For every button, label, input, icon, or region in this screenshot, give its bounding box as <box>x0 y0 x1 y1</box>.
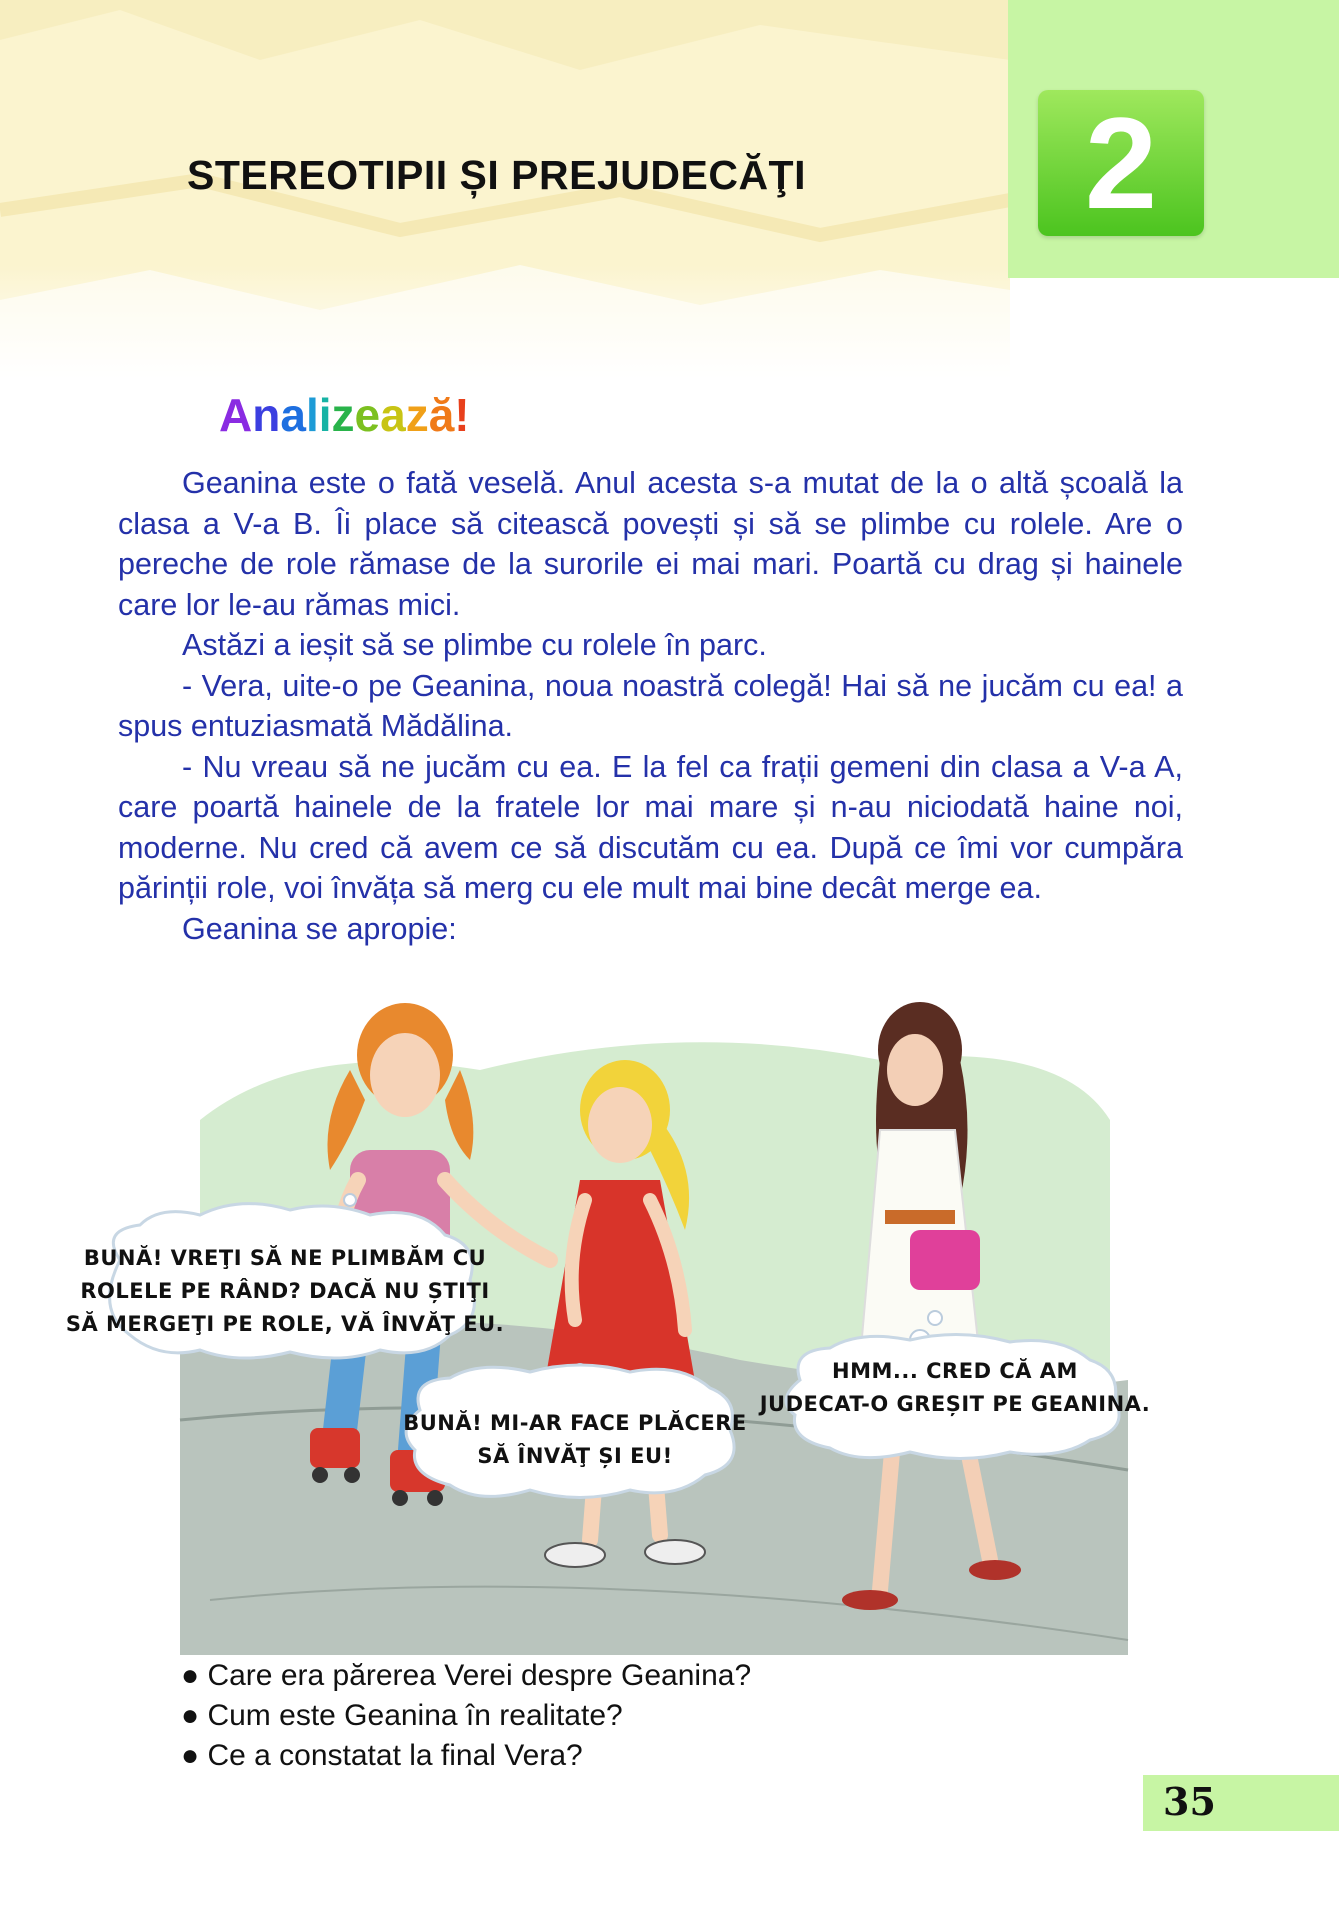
section-heading-letter: a <box>280 389 306 441</box>
question-item: ● Ce a constatat la final Vera? <box>181 1739 583 1772</box>
section-heading-letter: A <box>219 389 253 441</box>
page-number: 35 <box>1163 1779 1216 1824</box>
section-heading-letter: z <box>331 389 355 441</box>
story-paragraph: - Nu vreau să ne jucăm cu ea. E la fel ca frații gemeni din clasa a V-a A, care poartă hainele de la fratele lor mai mare și n-au niciodată haine noi, moderne. Nu cred că avem ce să discutăm cu ea. După ce îmi vor cumpăra părinții role, voi învăța să merg cu ele mult mai bine decât merge ea. <box>118 749 1183 905</box>
section-heading-letter: e <box>354 389 381 441</box>
story-paragraph: - Vera, uite-o pe Geanina, noua noastră colegă! Hai să ne jucăm cu ea! a spus entuziasmată Mădălina. <box>118 668 1183 743</box>
story-paragraph: Astăzi a ieșit să se plimbe cu rolele în parc. <box>182 628 767 662</box>
question-item: ● Care era părerea Verei despre Geanina? <box>181 1659 752 1692</box>
bubble-geanina-line-1: BUNĂ! VREŢI SĂ NE PLIMBĂM CU <box>83 1246 487 1270</box>
question-list <box>181 1656 751 1776</box>
story-paragraph: Geanina se apropie: <box>182 911 457 946</box>
page-title: STEREOTIPII ȘI PREJUDECĂŢI <box>187 152 806 198</box>
bubble-madalina-line-2: SĂ ÎNVĂŢ ȘI EU! <box>477 1444 673 1468</box>
section-heading-letter: n <box>252 389 281 441</box>
bubble-vera-line-2: JUDECAT-O GREȘIT PE GEANINA. <box>759 1392 1151 1416</box>
section-heading <box>219 388 470 442</box>
story-paragraph: Geanina este o fată veselă. Anul acesta s-a mutat de la o altă școală la clasa a V-a B. Îi place să citească povești și să se plimbe cu rolele. Are o pereche de role rămase de la surorile ei mai mari. Poartă cu drag și hainele care lor le-au rămas mici. <box>118 466 1183 622</box>
section-heading-letter: l <box>305 389 319 441</box>
section-heading-letter: z <box>405 389 429 441</box>
speech-bubble-geanina <box>66 1204 504 1358</box>
illustration-three-girls <box>65 1000 1151 1655</box>
speech-bubble-madalina <box>403 1365 747 1498</box>
question-item: ● Cum este Geanina în realitate? <box>181 1699 623 1732</box>
section-heading-letter: a <box>380 389 406 441</box>
section-heading-letter: ! <box>454 389 470 441</box>
bubble-geanina-line-3: SĂ MERGEŢI PE ROLE, VĂ ÎNVĂŢ EU. <box>65 1312 505 1336</box>
bubble-madalina-line-1: BUNĂ! MI-AR FACE PLĂCERE <box>403 1411 747 1435</box>
section-heading-letter: ă <box>428 389 455 441</box>
story-text <box>118 463 1183 949</box>
bubble-vera-line-1: HMM... CRED CĂ AM <box>832 1359 1078 1383</box>
bubble-geanina-line-2: ROLELE PE RÂND? DACĂ NU ȘTIŢI <box>80 1279 490 1303</box>
page-number-bar <box>1143 1775 1339 1831</box>
chapter-number: 2 <box>1084 90 1158 236</box>
section-heading-letter: i <box>318 389 332 441</box>
chapter-number-box <box>1038 90 1204 236</box>
